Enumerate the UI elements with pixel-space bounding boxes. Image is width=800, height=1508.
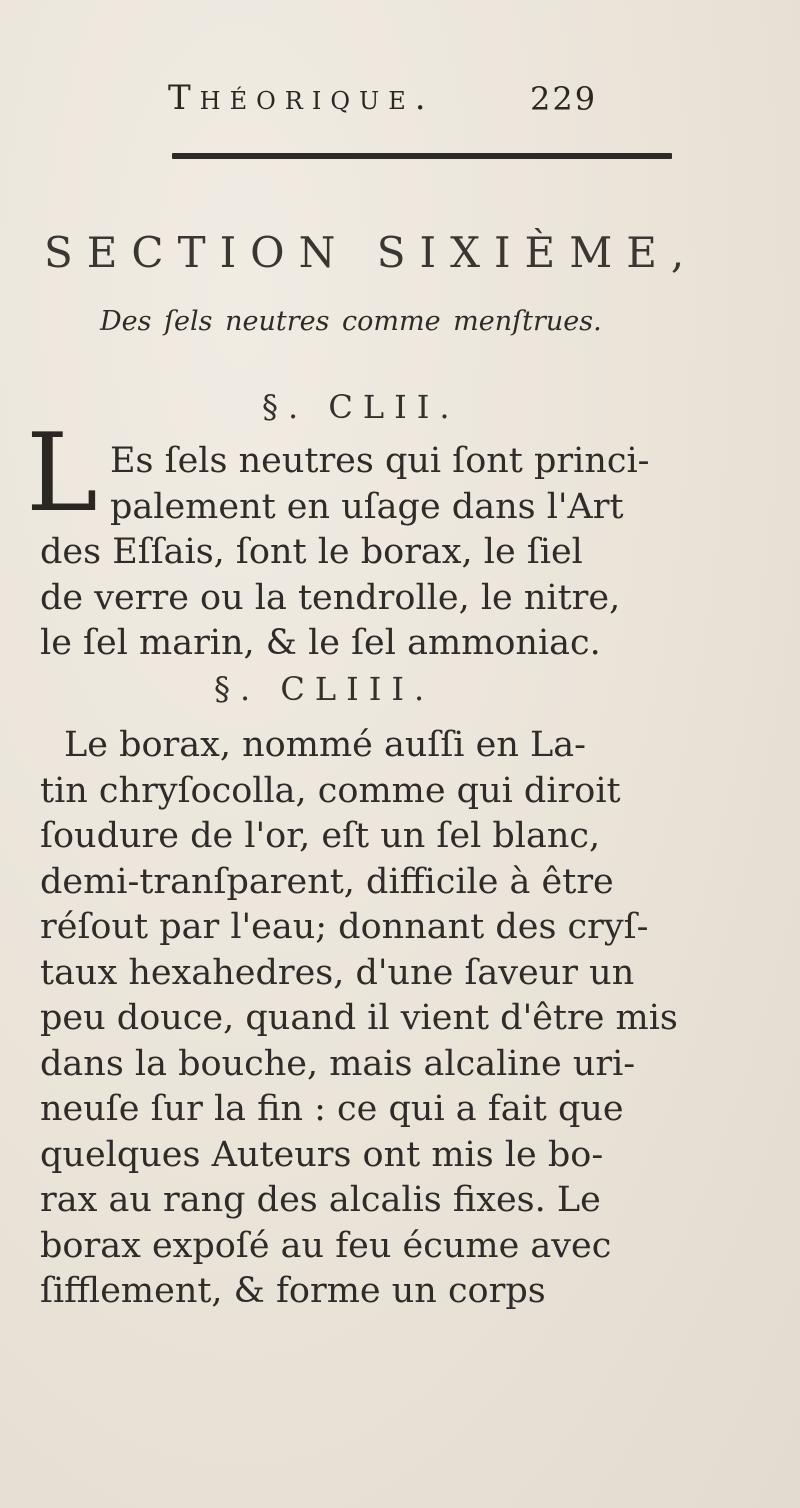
paragraph-text	[40, 723, 720, 1315]
text-line: des Eſſais, ſont le borax, le ſiel	[40, 532, 583, 572]
text-line: rax au rang des alcalis fixes. Le	[40, 1180, 601, 1220]
page-number: 229	[530, 80, 598, 118]
text-line: borax expoſé au feu écume avec	[40, 1225, 612, 1266]
paragraph-number: §. CLIII.	[214, 670, 435, 708]
text-line: tin chryſocolla, comme qui diroit	[40, 770, 621, 811]
text-line: neuſe ſur la fin : ce qui a fait que	[40, 1089, 624, 1129]
text-line: taux hexahedres, d'une ſaveur un	[40, 952, 635, 993]
text-line: de verre ou la tendrolle, le nitre,	[40, 577, 621, 618]
text-line: ſoudure de l'or, eſt un ſel blanc,	[40, 816, 601, 856]
paragraph-number: §. CLII.	[262, 388, 460, 426]
text-line: palement en uſage dans l'Art	[110, 486, 624, 527]
text-line: réſout par l'eau; donnant des cryſ-	[40, 907, 649, 947]
running-head-title: Théorique.	[168, 78, 435, 118]
text-line: dans la bouche, mais alcaline uri-	[40, 1043, 636, 1084]
text-line: ſifflement, & forme un corps	[40, 1271, 546, 1311]
running-head	[0, 72, 800, 122]
text-line: quelques Auteurs ont mis le bo-	[40, 1134, 604, 1175]
text-line: Es ſels neutres qui ſont princi-	[110, 441, 650, 481]
text-line: le ſel marin, & le ſel ammoniac.	[40, 623, 601, 663]
text-line: Le borax, nommé auſſi en La-	[64, 725, 586, 765]
section-subtitle	[100, 306, 720, 337]
ornamental-rule	[172, 153, 672, 159]
drop-cap: L	[26, 411, 98, 536]
text-line: peu douce, quand il vient d'être mis	[40, 998, 678, 1038]
text-line: demi-tranſparent, difficile à être	[40, 861, 614, 902]
paragraph-text	[40, 439, 720, 667]
section-subtitle-text: Des ſels neutres comme menſtrues.	[100, 306, 602, 337]
section-heading: SECTION SIXIÈME,	[44, 228, 699, 277]
